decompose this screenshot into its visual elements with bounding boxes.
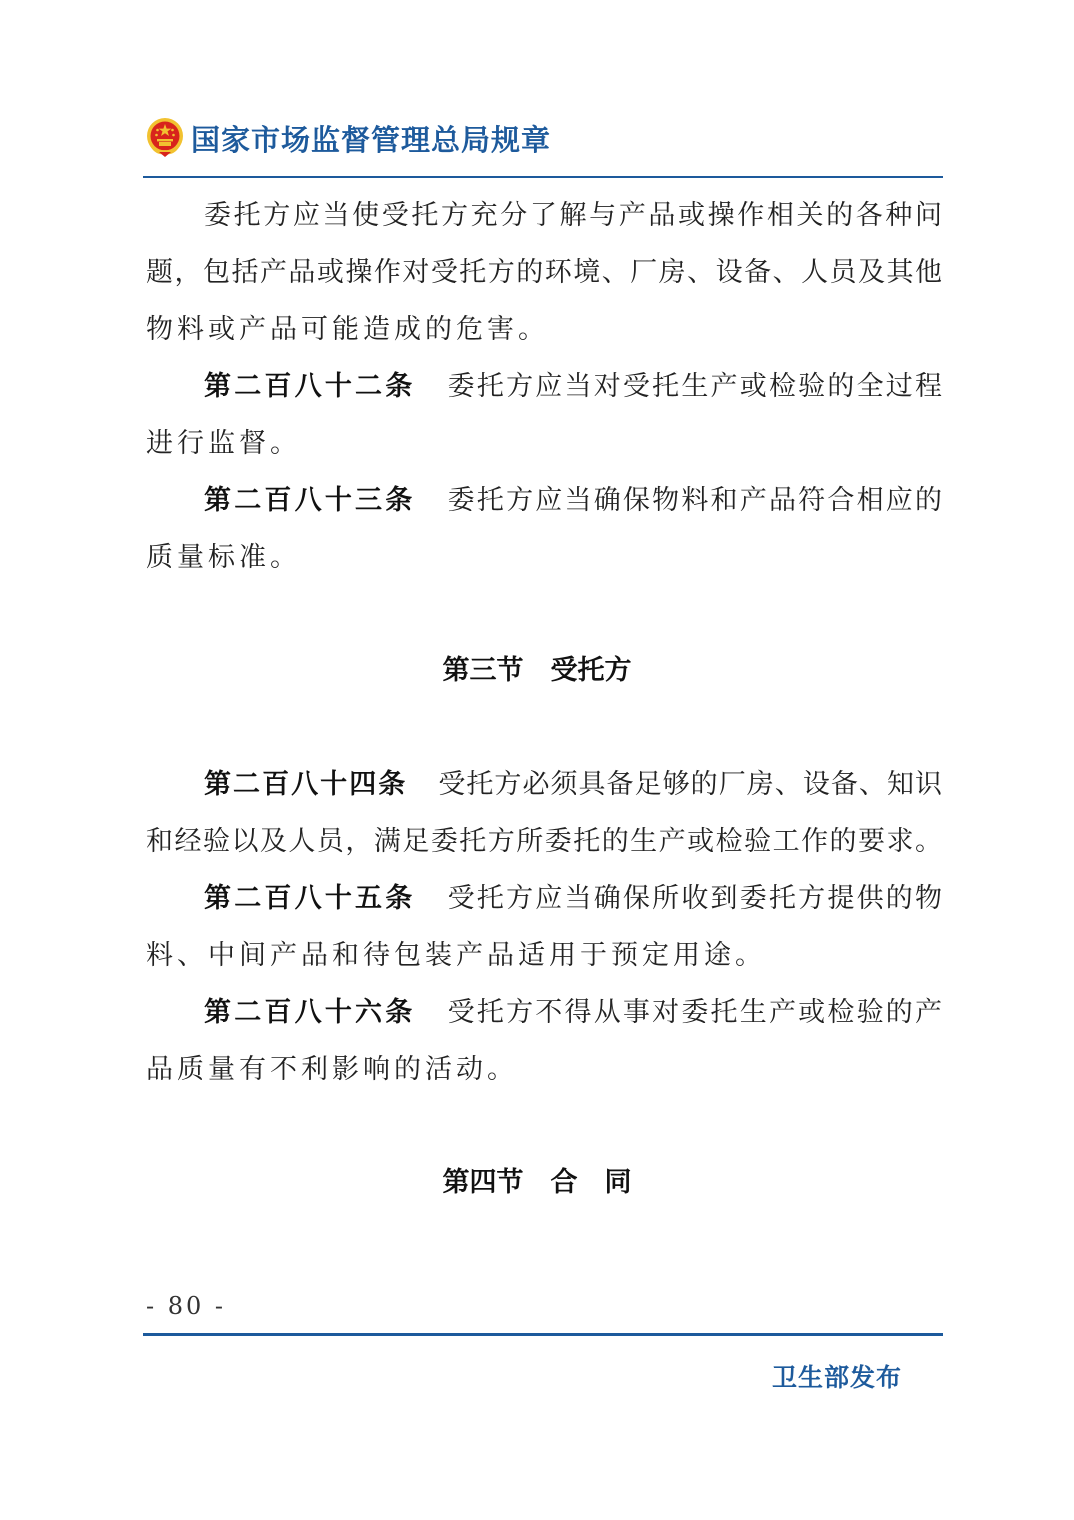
paragraph-line: 进行监督。 [146, 428, 301, 459]
article-label: 第二百八十五条 [204, 883, 416, 914]
page-header [143, 112, 943, 166]
paragraph-line: 品质量有不利影响的活动。 [146, 1054, 518, 1085]
article-text: 委托方应当对受托生产或检验的全过程 [445, 371, 942, 402]
page-number: - 80 - [146, 1292, 227, 1320]
paragraph-line: 质量标准。 [146, 542, 301, 573]
article-text: 委托方应当确保物料和产品符合相应的 [445, 485, 942, 516]
paragraph-line: 和经验以及人员，满足委托方所委托的生产或检验工作的要求。 [146, 826, 942, 857]
footer-divider [143, 1333, 943, 1336]
article-label: 第二百八十六条 [204, 997, 416, 1028]
paragraph-line: 题，包括产品或操作对受托方的环境、厂房、设备、人员及其他 [146, 257, 942, 288]
paragraph-line: 料、中间产品和待包装产品适用于预定用途。 [146, 940, 766, 971]
header-divider [143, 176, 943, 178]
national-emblem-icon [145, 116, 185, 158]
article-285-line [204, 879, 942, 919]
article-label: 第二百八十三条 [204, 485, 416, 516]
paragraph-line: 委托方应当使受托方充分了解与产品或操作相关的各种问 [204, 200, 942, 231]
article-text: 受托方不得从事对委托生产或检验的产 [445, 997, 942, 1028]
article-text: 受托方必须具备足够的厂房、设备、知识 [437, 769, 942, 800]
section-heading: 第四节 合 同 [442, 1167, 632, 1198]
article-283-line [204, 481, 942, 521]
article-label: 第二百八十二条 [204, 371, 416, 402]
header-title: 国家市场监督管理总局规章 [191, 123, 552, 157]
article-284-line [204, 765, 942, 805]
footer-publisher: 卫生部发布 [772, 1363, 903, 1392]
article-text: 受托方应当确保所收到委托方提供的物 [445, 883, 942, 914]
paragraph-line: 物料或产品可能造成的危害。 [146, 314, 549, 345]
section-heading: 第三节 受托方 [442, 655, 632, 686]
article-286-line [204, 993, 942, 1033]
article-282-line [204, 367, 942, 407]
article-label: 第二百八十四条 [204, 769, 408, 800]
